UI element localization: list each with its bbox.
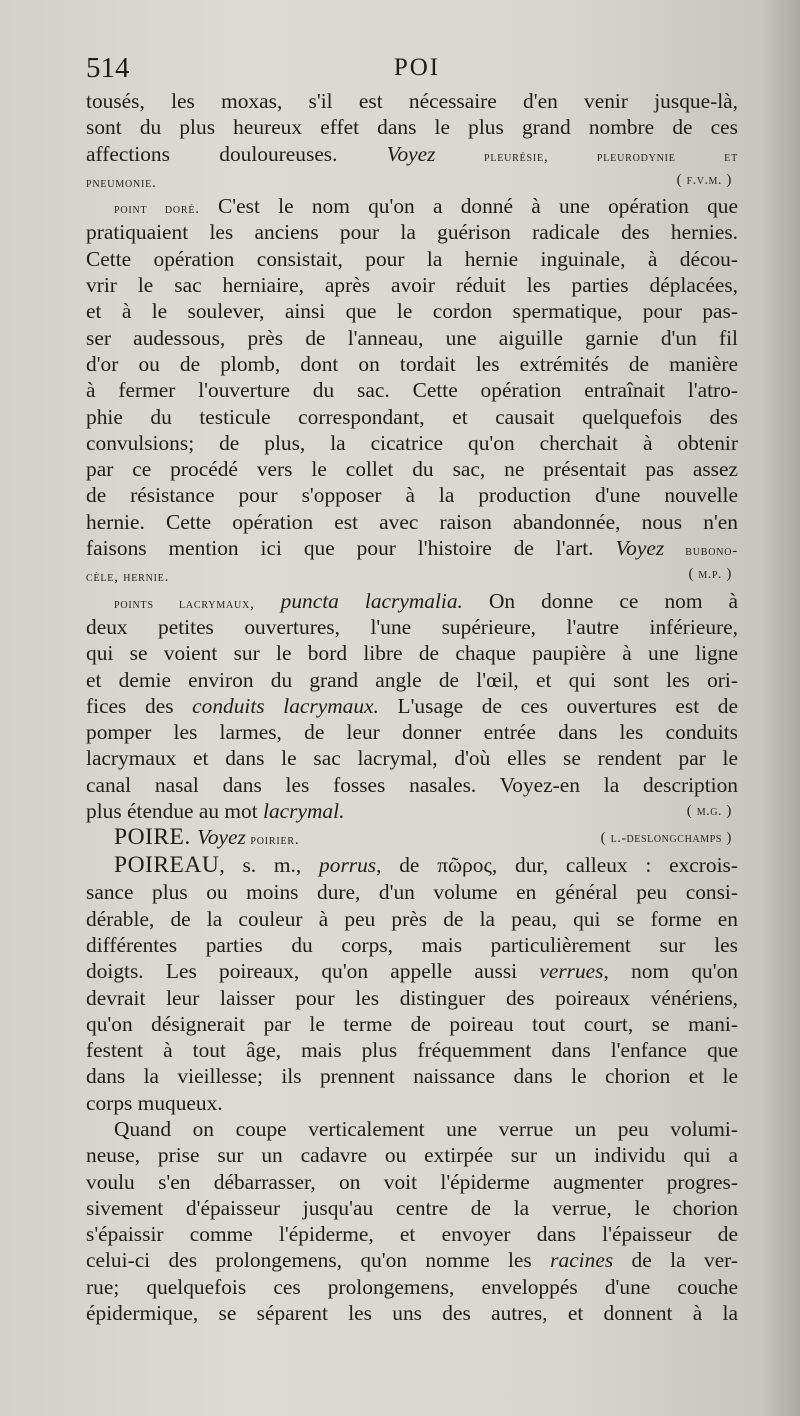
small-caps-term: cèle, hernie. <box>86 569 170 586</box>
text-line <box>86 1011 738 1037</box>
text-run: voulu s'en débarrasser, on voit l'épiderme augmenter progres- <box>86 1169 738 1194</box>
text-line <box>86 798 738 824</box>
author-signature: ( l.-deslongchamps ) <box>601 824 732 852</box>
text-run: sance plus ou moins dure, d'un volume en général peu consi- <box>86 880 738 905</box>
text-line <box>86 906 738 932</box>
text-run: à fermer l'ouverture du sac. Cette opération entraînait l'atro- <box>86 378 738 403</box>
page-number: 514 <box>86 52 130 84</box>
text-run: phie du testicule correspondant, et causait quelquefois des <box>86 404 738 429</box>
text-run: qu'on désignerait par le terme de poireau tout court, se mani- <box>86 1011 738 1036</box>
author-signature: ( f.v.m. ) <box>677 167 732 193</box>
small-caps-term: pneumonie. <box>86 174 157 191</box>
text-run: celui-ci des prolongemens, qu'on nomme les <box>86 1248 551 1273</box>
text-run: par ce procédé vers le collet du sac, ne présentait pas assez <box>86 457 738 482</box>
text-line <box>86 456 738 482</box>
text-run: canal nasal dans les fosses nasales. Voyez-en la description <box>86 772 738 797</box>
text-line <box>86 561 738 587</box>
text-run: de résistance pour s'opposer à la production d'une nouvelle <box>86 483 738 508</box>
text-line <box>86 852 738 880</box>
page-edge-shadow <box>762 0 800 1416</box>
text-line <box>86 1274 738 1300</box>
text-line <box>86 824 738 852</box>
text-line <box>86 1300 738 1326</box>
italic-text: porrus <box>319 852 377 877</box>
text-line <box>86 614 738 640</box>
text-run: d'or ou de plomb, dont on tordait les extrémités de manière <box>86 351 738 376</box>
text-line <box>86 772 738 798</box>
text-run: Cette opération consistait, pour la hernie inguinale, à décou- <box>86 246 738 271</box>
italic-text: lacrymal. <box>263 799 345 824</box>
text-line <box>86 298 738 324</box>
text-line <box>86 351 738 377</box>
text-line <box>86 1247 738 1273</box>
text-run: pratiquaient les anciens pour la guérison radicale des hernies. <box>86 220 738 245</box>
text-line <box>86 535 738 561</box>
text-run: , nom qu'on <box>603 959 738 984</box>
text-run: affections douloureuses. <box>86 141 387 166</box>
body-text <box>86 88 738 1326</box>
text-run: neuse, prise sur un cadavre ou extirpée sur un individu qui a <box>86 1143 738 1168</box>
text-line <box>86 219 738 245</box>
italic-text: puncta lacrymalia. <box>254 588 463 613</box>
text-run: vrir le sac herniaire, après avoir réduit les parties déplacées, <box>86 273 738 298</box>
text-line <box>86 325 738 351</box>
text-run: plus étendue au mot <box>86 799 264 824</box>
text-line <box>86 1063 738 1089</box>
text-line <box>86 193 738 219</box>
italic-text: racines <box>550 1248 614 1273</box>
text-run: dérable, de la couleur à peu près de la peau, qui se forme en <box>86 906 738 931</box>
text-run: s'épaissir comme l'épiderme, et envoyer dans l'épaisseur de <box>86 1222 738 1247</box>
text-line <box>86 1142 738 1168</box>
small-caps-term: point doré. <box>114 201 200 218</box>
italic-text: conduits lacrymaux. <box>192 693 379 718</box>
small-caps-term: pleurésie, pleurodynie et <box>435 148 738 165</box>
text-run: L'usage de ces ouvertures est de <box>378 693 738 718</box>
text-line <box>86 430 738 456</box>
text-run: de la ver- <box>613 1248 738 1273</box>
text-line <box>86 141 738 167</box>
text-run: faisons mention ici que pour l'histoire de l'art. <box>86 536 616 561</box>
entry-headword: POIREAU <box>114 851 220 878</box>
text-run: sont du plus heureux effet dans le plus grand nombre de ces <box>86 115 738 140</box>
text-line <box>86 404 738 430</box>
text-run: festent à tout âge, mais plus fréquemment dans l'enfance que <box>86 1038 738 1063</box>
text-line <box>86 1169 738 1195</box>
text-run: C'est le nom qu'on a donné à une opération que <box>199 194 738 219</box>
text-run: hernie. Cette opération est avec raison abandonnée, nous n'en <box>86 509 738 534</box>
text-line <box>86 88 738 114</box>
text-line <box>86 985 738 1011</box>
text-line <box>86 745 738 771</box>
text-run: ser audessous, près de l'anneau, une aiguille garnie d'un fil <box>86 325 738 350</box>
text-line <box>86 482 738 508</box>
text-run: dans la vieillesse; ils prennent naissance dans le chorion et le <box>86 1064 738 1089</box>
text-run: deux petites ouvertures, l'une supérieure, l'autre inférieure, <box>86 614 738 639</box>
text-run: pomper les larmes, de leur donner entrée dans les conduits <box>86 720 738 745</box>
running-head: POI <box>393 54 441 81</box>
text-line <box>86 1090 738 1116</box>
text-run: qui se voient sur le bord libre de chaque paupière à une ligne <box>86 641 738 666</box>
text-line <box>86 640 738 666</box>
text-line <box>86 167 738 193</box>
text-run: devrait leur laisser pour les distinguer des poireaux vénériens, <box>86 985 738 1010</box>
italic-text: Voyez <box>615 536 665 561</box>
text-run: différentes parties du corps, mais particulièrement sur les <box>86 932 738 957</box>
text-line <box>86 932 738 958</box>
text-run: tousés, les moxas, s'il est nécessaire d'en venir jusque-là, <box>86 89 738 113</box>
text-run: , de πῶρος, dur, calleux : excrois- <box>376 852 738 877</box>
text-line <box>86 114 738 140</box>
text-run: lacrymaux et dans le sac lacrymal, d'où elles se rendent par le <box>86 746 738 771</box>
text-line <box>86 958 738 984</box>
text-run: fices des <box>86 693 193 718</box>
text-run: doigts. Les poireaux, qu'on appelle aussi <box>86 959 540 984</box>
text-line <box>86 1221 738 1247</box>
text-line <box>86 719 738 745</box>
text-run: épidermique, se séparent les uns des autres, et donnent à la <box>86 1301 738 1326</box>
italic-text: verrues <box>539 959 604 984</box>
author-signature: ( m.g. ) <box>687 798 732 824</box>
text-line <box>86 588 738 614</box>
text-line <box>86 1195 738 1221</box>
text-run: convulsions; de plus, la cicatrice qu'on cherchait à obtenir <box>86 430 738 455</box>
text-run: et demie environ du grand angle de l'œil, et qui sont les ori- <box>86 667 738 692</box>
text-run: et à le soulever, ainsi que le cordon spermatique, pour pas- <box>86 299 738 324</box>
italic-text: Voyez <box>386 141 436 166</box>
text-line <box>86 1037 738 1063</box>
text-line <box>86 667 738 693</box>
text-line <box>86 1116 738 1142</box>
text-run: , s. m., <box>219 852 320 877</box>
small-caps-term: points lacrymaux, <box>114 595 255 612</box>
page-header <box>86 48 748 92</box>
text-run: On donne ce nom à <box>462 588 738 613</box>
text-line <box>86 246 738 272</box>
text-line <box>86 377 738 403</box>
text-run: Quand on coupe verticalement une verrue un peu volumi- <box>114 1116 738 1141</box>
text-run: corps muqueux. <box>86 1090 223 1115</box>
small-caps-term: poirier. <box>245 832 300 849</box>
text-line <box>86 879 738 905</box>
entry-headword: POIRE. <box>114 824 198 851</box>
author-signature: ( m.p. ) <box>688 561 732 587</box>
text-run: sivement d'épaisseur jusqu'au centre de la verrue, le chorion <box>86 1195 738 1220</box>
text-line <box>86 509 738 535</box>
text-line <box>86 272 738 298</box>
text-run: rue; quelquefois ces prolongemens, enveloppés d'une couche <box>86 1274 738 1299</box>
italic-text: Voyez <box>197 825 246 850</box>
text-line <box>86 693 738 719</box>
small-caps-term: bubono- <box>664 543 738 560</box>
